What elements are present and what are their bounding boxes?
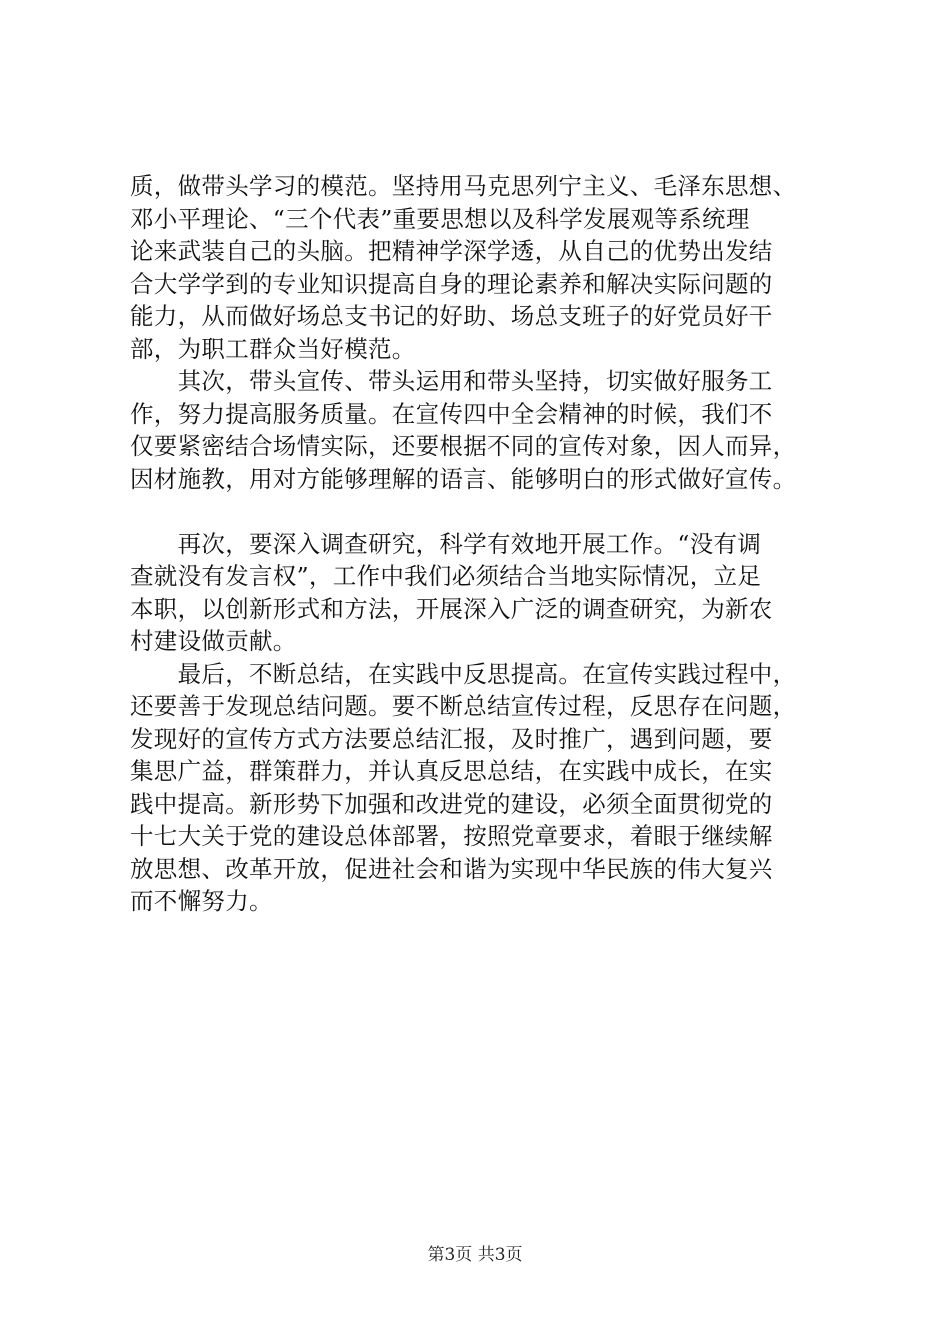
text-line: 其次，带头宣传、带头运用和带头坚持，切实做好服务工 — [130, 367, 773, 395]
paragraph-gap — [130, 495, 834, 528]
text-line: 质，做带头学习的模范。坚持用马克思列宁主义、毛泽东思想、 — [130, 172, 797, 200]
text-line: 还要善于发现总结问题。要不断总结宣传过程，反思存在问题， — [130, 692, 797, 720]
text-line: 查就没有发言权”，工作中我们必须结合当地实际情况，立足 — [130, 562, 762, 590]
text-line: 践中提高。新形势下加强和改进党的建设，必须全面贯彻党的 — [130, 789, 773, 818]
text-line: 仅要紧密结合场情实际，还要根据不同的宣传对象，因人而异， — [130, 432, 797, 460]
page-footer — [0, 1243, 950, 1267]
text-line: 部，为职工群众当好模范。 — [130, 334, 416, 363]
text-line: 合大学学到的专业知识提高自身的理论素养和解决实际问题的 — [130, 269, 773, 298]
text-line: 集思广益，群策群力，并认真反思总结，在实践中成长，在实 — [130, 757, 773, 785]
text-line: 论来武装自己的头脑。把精神学深学透，从自己的优势出发结 — [130, 237, 773, 265]
text-line: 本职，以创新形式和方法，开展深入广泛的调查研究，为新农 — [130, 594, 773, 623]
text-line: 能力，从而做好场总支书记的好助、场总支班子的好党员好干 — [130, 302, 773, 330]
text-line: 邓小平理论、“三个代表”重要思想以及科学发展观等系统理 — [130, 204, 750, 233]
text-line: 作，努力提高服务质量。在宣传四中全会精神的时候，我们不 — [130, 399, 773, 428]
page-number-label: 第3页 共3页 — [427, 1245, 523, 1265]
text-line: 因材施教，用对方能够理解的语言、能够明白的形式做好宣传。 — [130, 464, 797, 493]
text-line: 再次，要深入调查研究，科学有效地开展工作。“没有调 — [130, 529, 762, 558]
text-line: 十七大关于党的建设总体部署，按照党章要求，着眼于继续解 — [130, 822, 773, 850]
text-line: 最后，不断总结，在实践中反思提高。在宣传实践过程中， — [130, 659, 797, 688]
document-body — [130, 170, 834, 918]
text-line: 发现好的宣传方式方法要总结汇报，及时推广，遇到问题，要 — [130, 724, 773, 753]
text-line: 而不懈努力。 — [130, 887, 273, 915]
text-line: 放思想、改革开放，促进社会和谐为实现中华民族的伟大复兴 — [130, 854, 773, 883]
text-line: 村建设做贡献。 — [130, 627, 297, 655]
